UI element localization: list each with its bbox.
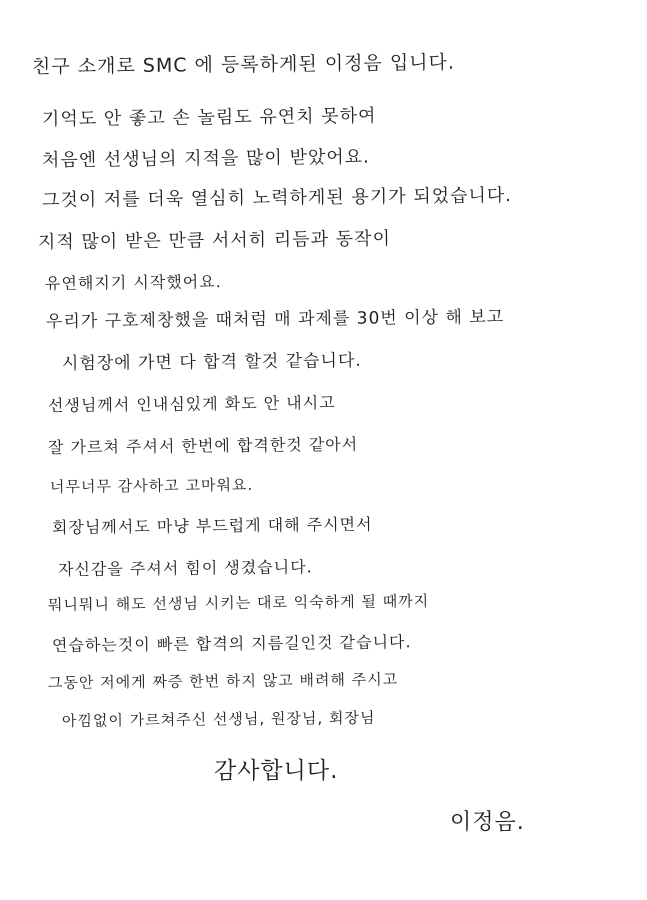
letter-line-16: 그동안 저에게 짜증 한번 하지 않고 배려해 주시고 [47, 670, 399, 692]
letter-line-8: 시험장에 가면 다 합격 할것 같습니다. [61, 350, 362, 374]
letter-line-1: 친구 소개로 SMC 에 등록하게된 이정음 입니다. [31, 51, 456, 78]
letter-line-7: 우리가 구호제창했을 때처럼 매 과제를 30번 이상 해 보고 [45, 307, 505, 332]
letter-line-13: 자신감을 주셔서 힘이 생겼습니다. [57, 557, 313, 579]
letter-line-3: 처음엔 선생님의 지적을 많이 받았어요. [41, 146, 370, 171]
letter-line-2: 기억도 안 좋고 손 놀림도 유연치 못하여 [41, 105, 377, 130]
letter-line-15: 연습하는것이 빠른 합격의 지름길인것 같습니다. [51, 632, 412, 655]
letter-signature: 이정음. [450, 810, 525, 835]
letter-line-6: 유연해지기 시작했어요. [44, 272, 222, 293]
letter-line-17: 아낌없이 가르쳐주신 선생님, 원장님, 회장님 [61, 708, 376, 730]
letter-line-12: 회장님께서도 마냥 부드럽게 대해 주시면서 [51, 514, 373, 537]
letter-line-5: 지적 많이 받은 만큼 서서히 리듬과 동작이 [37, 228, 392, 253]
letter-line-10: 잘 가르쳐 주셔서 한번에 합격한것 같아서 [47, 434, 359, 457]
letter-closing: 감사합니다. [214, 758, 339, 784]
letter-line-4: 그것이 저를 더욱 열심히 노력하게된 용기가 되었습니다. [41, 185, 513, 211]
letter-line-14: 뭐니뭐니 해도 선생님 시키는 대로 익숙하게 될 때까지 [47, 592, 430, 614]
letter-line-9: 선생님께서 인내심있게 화도 안 내시고 [47, 392, 336, 415]
letter-line-11: 너무너무 감사하고 고마워요. [49, 475, 254, 496]
